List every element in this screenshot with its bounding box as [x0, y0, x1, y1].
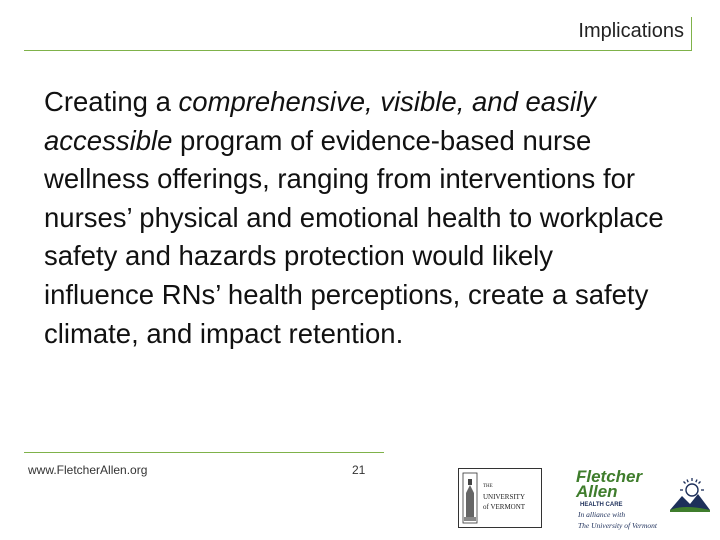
uvm-line2: UNIVERSITY — [483, 493, 525, 501]
sun-mountain-icon — [670, 478, 710, 512]
footer-rule — [24, 452, 384, 453]
uvm-logo — [458, 468, 542, 528]
uvm-line3: of VERMONT — [483, 503, 526, 511]
footer-url: www.FletcherAllen.org — [28, 463, 148, 477]
body-text-rest: program of evidence-based nurse wellness offerings, ranging from interventions for nurses’ physical and emotional health to workplace safety and hazards protection would likely influence RNs’ health perceptions, create a safety climate, and impact retention. — [44, 124, 664, 349]
fa-name-line1: Fletcher — [576, 467, 643, 486]
body-text-emphasis: comprehensive, visible, and easily accessible — [44, 86, 596, 156]
title-rule — [24, 50, 692, 51]
uvm-seal-icon — [459, 469, 541, 527]
body-text-start: Creating a — [44, 86, 179, 117]
uvm-line1: THE — [483, 484, 493, 489]
fa-tagline: HEALTH CARE — [580, 502, 623, 508]
page-number: 21 — [352, 463, 366, 477]
fa-name-line2: Allen — [576, 482, 618, 501]
fletcher-allen-logo — [572, 466, 712, 532]
slide-title: Implications — [578, 20, 684, 42]
title-tick — [691, 17, 692, 51]
fa-alliance-line1: In alliance with — [578, 510, 626, 519]
fa-alliance-line2: The University of Vermont — [578, 521, 657, 530]
body-paragraph — [44, 83, 664, 353]
